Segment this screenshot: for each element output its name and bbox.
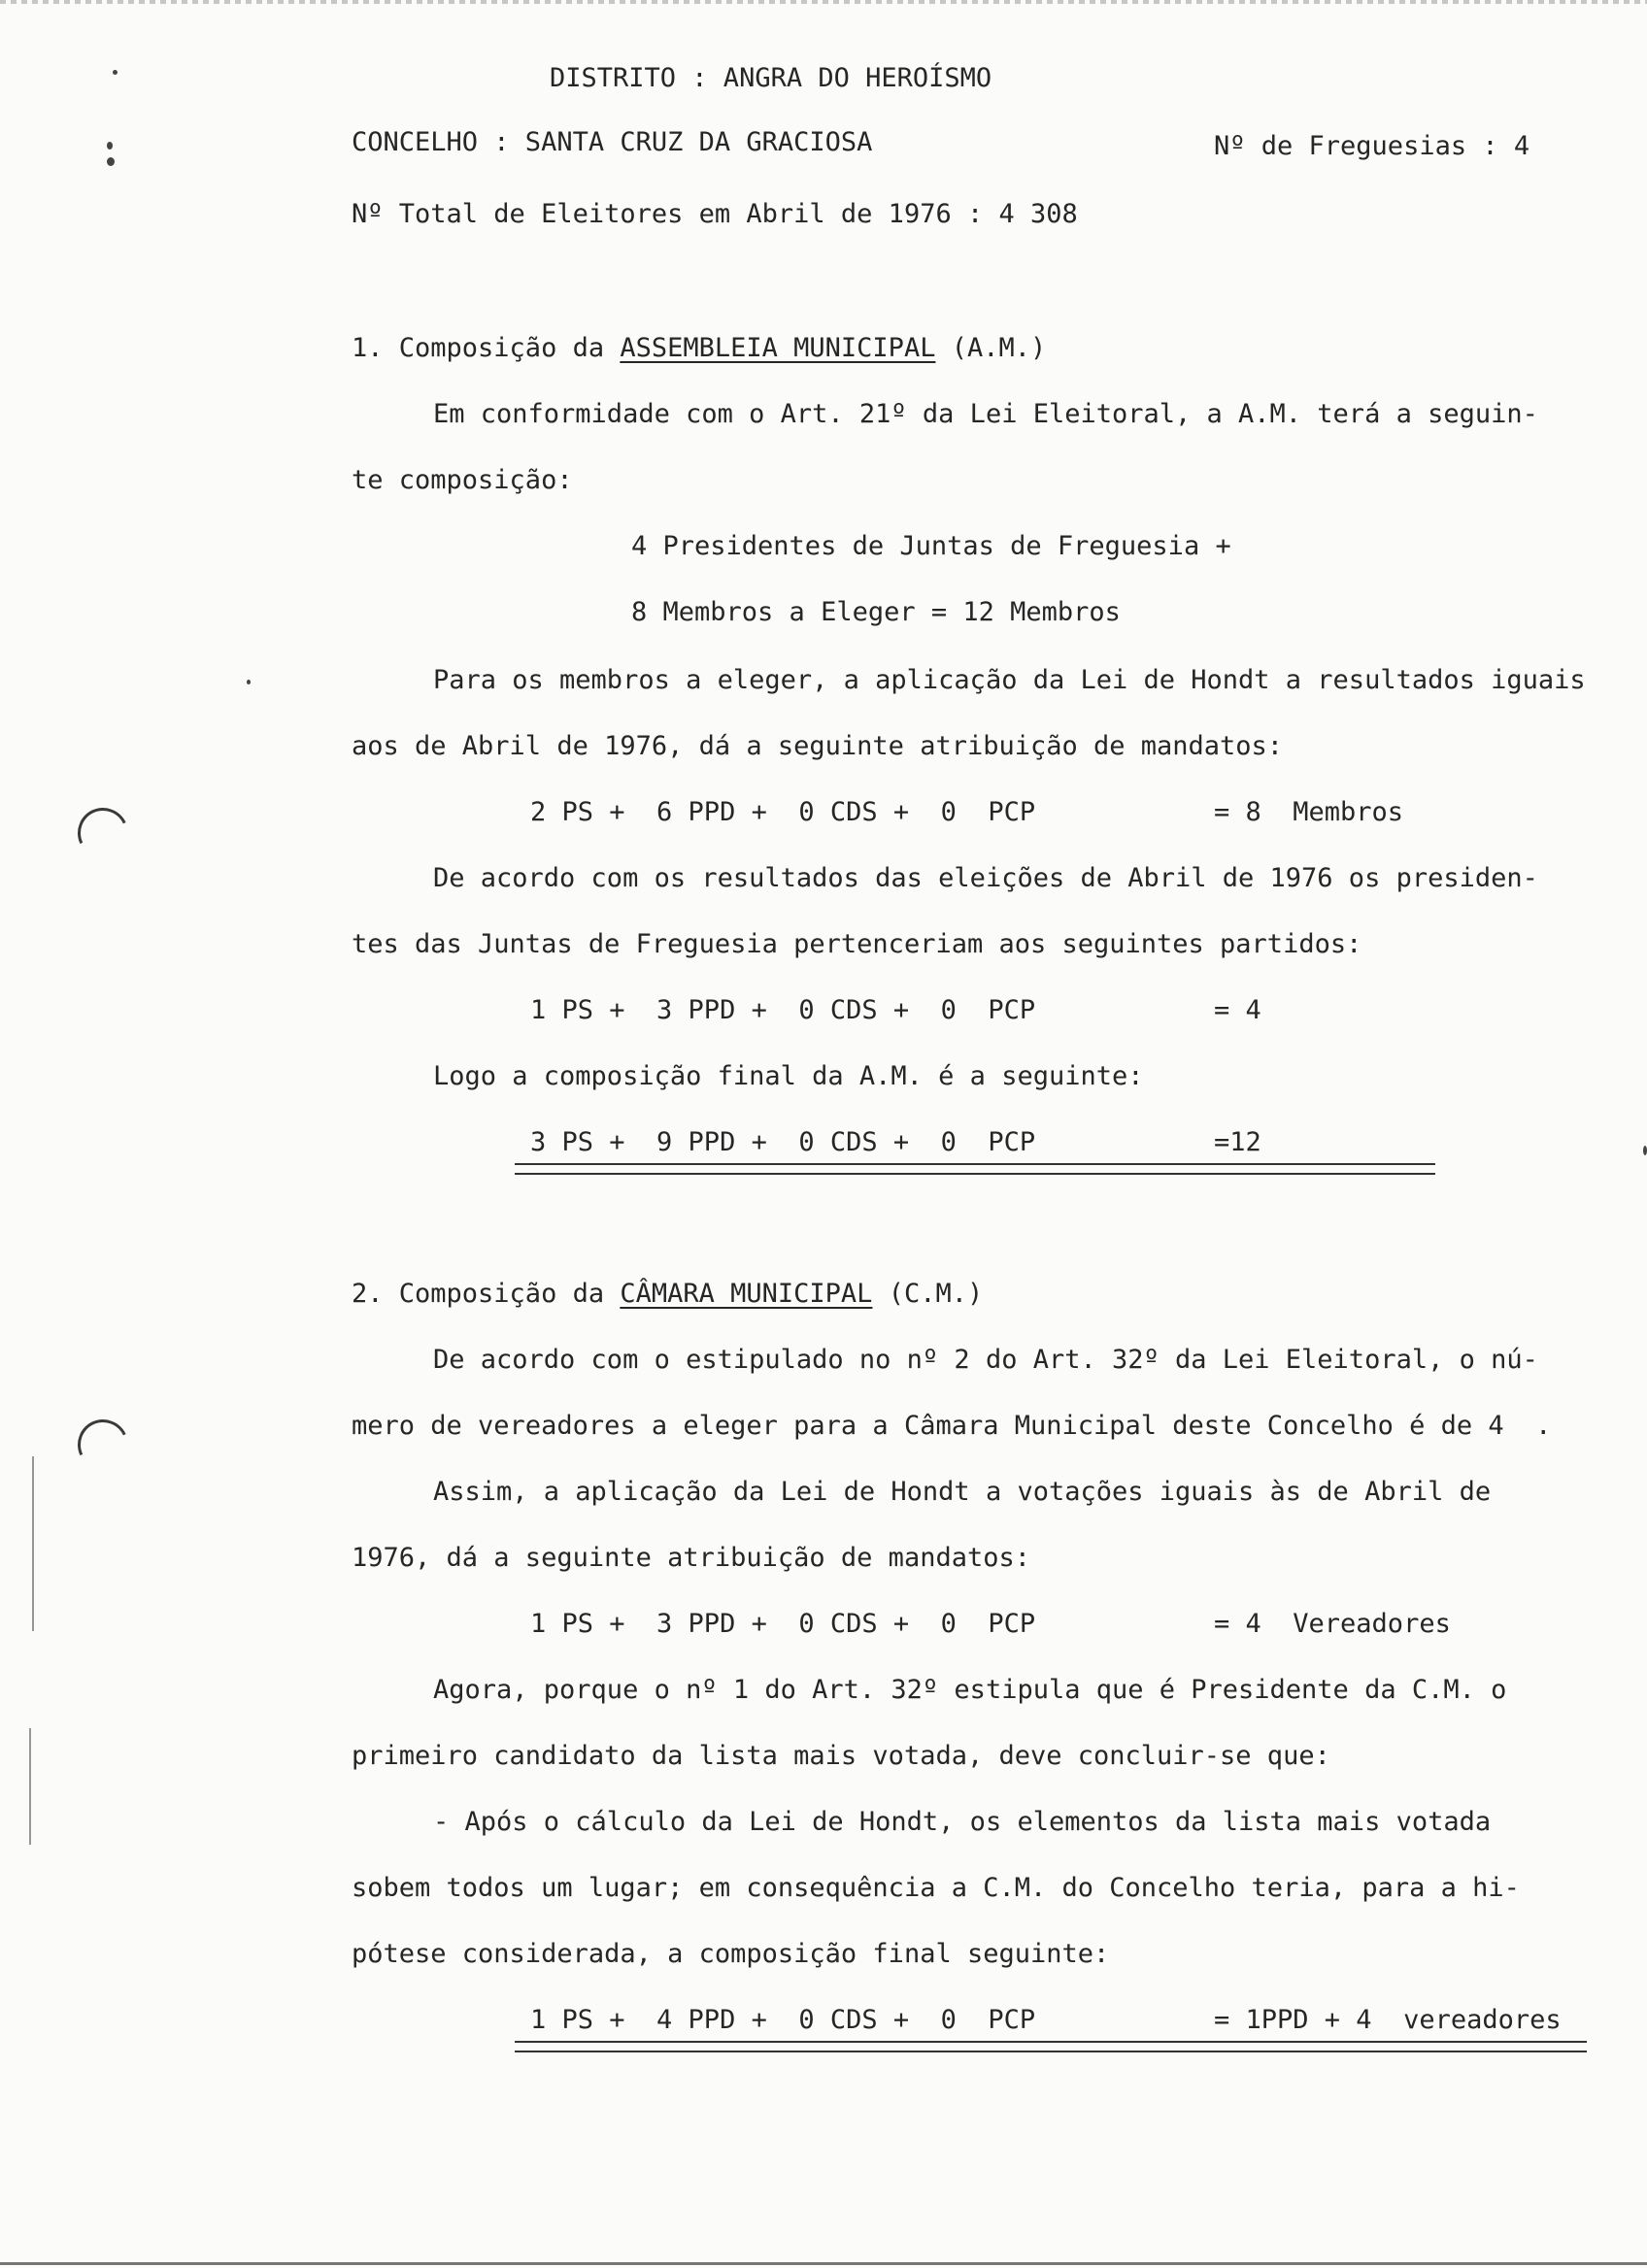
mandate-equation: 2 PS + 6 PPD + 0 CDS + 0 PCP [530,797,1036,827]
paragraph-line: te composição: [352,465,573,495]
scan-edge-top [0,0,1647,4]
paragraph-line: De acordo com o estipulado no nº 2 do Art. 32º da Lei Eleitoral, o nú- [433,1345,1538,1375]
section-2-heading: 2. Composição da CÂMARA MUNICIPAL (C.M.) [352,1279,984,1309]
edge-mark [29,1728,31,1845]
paragraph-line: sobem todos um lugar; em consequência a C.M. do Concelho teria, para a hi- [352,1873,1520,1903]
assembly-title: ASSEMBLEIA MUNICIPAL [620,333,936,363]
paragraph-line: mero de vereadores a eleger para a Câmara Municipal deste Concelho é de 4 . [352,1411,1552,1441]
double-underline-top [515,2041,1587,2043]
speck [113,70,118,75]
paragraph-line: De acordo com os resultados das eleições de Abril de 1976 os presiden- [433,863,1538,893]
paragraph-line: - Após o cálculo da Lei de Hondt, os elementos da lista mais votada [433,1807,1492,1837]
paragraph-line: aos de Abril de 1976, dá a seguinte atribuição de mandatos: [352,731,1284,761]
mandate-equation-total: = 8 Membros [1214,797,1404,827]
paragraph-line: Logo a composição final da A.M. é a seguinte: [433,1061,1144,1091]
double-underline-bottom [515,2051,1587,2052]
double-underline-bottom [515,1173,1435,1175]
district-line: DISTRITO : ANGRA DO HEROÍSMO [550,63,992,93]
chamber-title: CÂMARA MUNICIPAL [620,1279,873,1309]
composition-line: 4 Presidentes de Juntas de Freguesia + [631,531,1231,561]
presidents-equation-total: = 4 [1214,995,1261,1025]
edge-mark [32,1456,34,1631]
punch-hole-lower [71,1413,136,1478]
paragraph-line: Assim, a aplicação da Lei de Hondt a votações iguais às de Abril de [433,1477,1492,1507]
paragraph-line: tes das Juntas de Freguesia pertenceriam aos seguintes partidos: [352,929,1362,959]
double-underline-top [515,1163,1435,1165]
final-assembly-total: =12 [1214,1127,1261,1157]
final-chamber-equation: 1 PS + 4 PPD + 0 CDS + 0 PCP [530,2005,1036,2035]
paragraph-line: primeiro candidato da lista mais votada, deve concluir-se que: [352,1741,1330,1771]
municipality-line: CONCELHO : SANTA CRUZ DA GRACIOSA [352,127,873,157]
speck [1643,1146,1647,1155]
paragraph-line: 1976, dá a seguinte atribuição de mandatos: [352,1543,1030,1573]
speck [247,680,251,684]
section-1-heading: 1. Composição da ASSEMBLEIA MUNICIPAL (A.M.) [352,333,1047,363]
paragraph-line: Em conformidade com o Art. 21º da Lei Eleitoral, a A.M. terá a seguin- [433,399,1538,429]
presidents-equation: 1 PS + 3 PPD + 0 CDS + 0 PCP [530,995,1036,1025]
paragraph-line: pótese considerada, a composição final seguinte: [352,1939,1110,1969]
composition-line: 8 Membros a Eleger = 12 Membros [631,597,1121,627]
speck [107,142,113,150]
punch-hole-upper [71,801,136,866]
final-assembly-equation: 3 PS + 9 PPD + 0 CDS + 0 PCP [530,1127,1036,1157]
speck [107,157,115,166]
councillors-equation: 1 PS + 3 PPD + 0 CDS + 0 PCP [530,1609,1036,1639]
paragraph-line: Para os membros a eleger, a aplicação da Lei de Hondt a resultados iguais [433,665,1586,695]
paragraph-line: Agora, porque o nº 1 do Art. 32º estipula que é Presidente da C.M. o [433,1675,1507,1705]
councillors-equation-total: = 4 Vereadores [1214,1609,1451,1639]
final-chamber-total: = 1PPD + 4 vereadores [1214,2005,1562,2035]
scan-edge-bottom [0,2262,1647,2265]
total-voters-line: Nº Total de Eleitores em Abril de 1976 : 4 308 [352,199,1078,229]
parishes-count: Nº de Freguesias : 4 [1214,131,1530,161]
